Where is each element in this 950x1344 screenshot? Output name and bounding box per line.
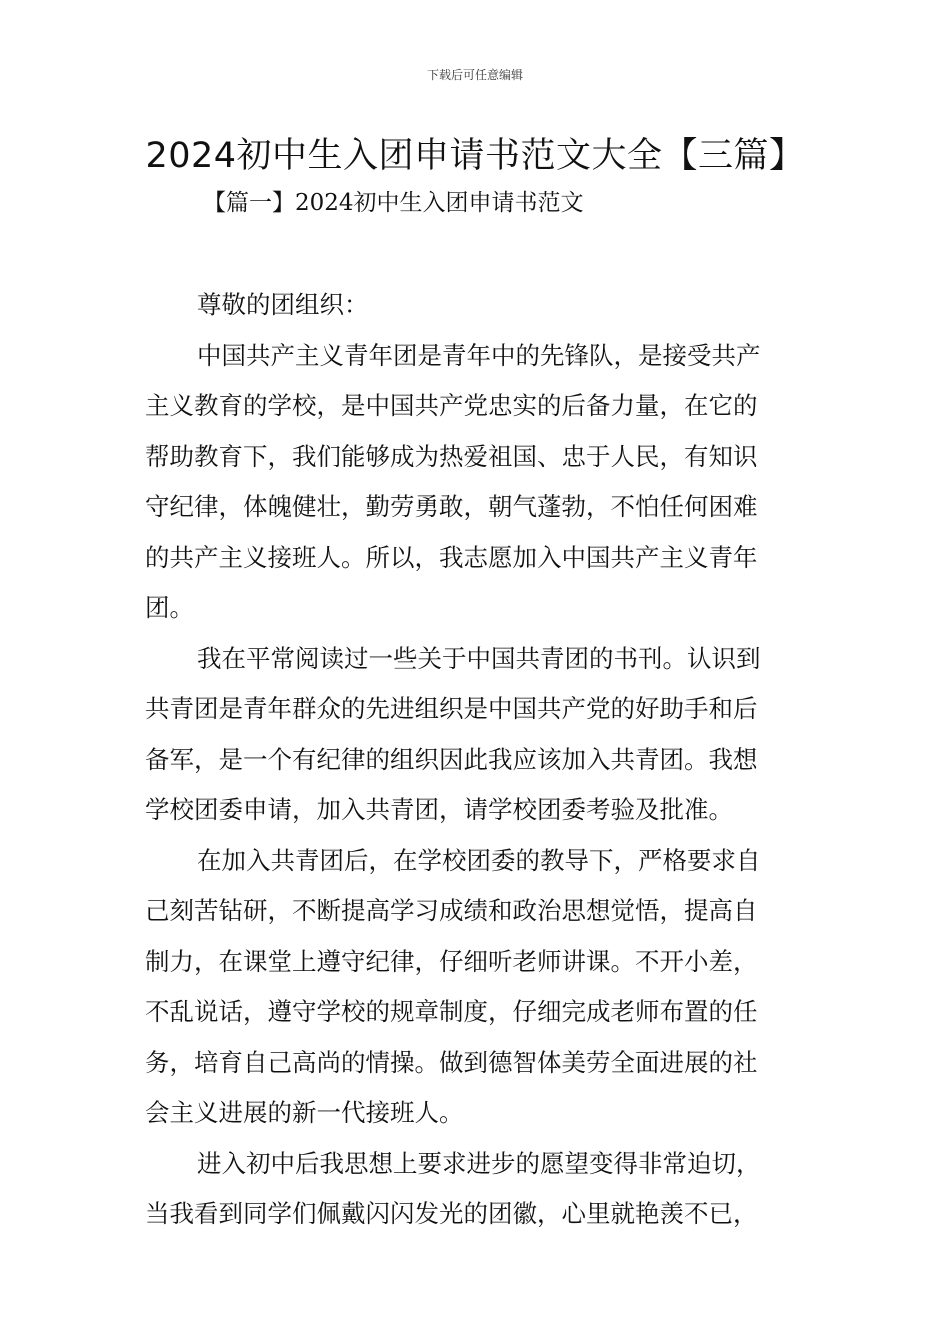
paragraph-line: 中国共产主义青年团是青年中的先锋队，是接受共产 — [197, 340, 761, 370]
paragraph-line: 团。 — [145, 593, 194, 622]
paragraph-2 — [145, 634, 813, 836]
paragraph-3 — [145, 836, 813, 1139]
paragraph-line: 会主义进展的新一代接班人。 — [145, 1098, 464, 1127]
paragraph-line: 我在平常阅读过一些关于中国共青团的书刊。认识到 — [197, 643, 761, 673]
letter-body — [145, 280, 813, 1240]
paragraph-line: 己刻苦钻研，不断提高学习成绩和政治思想觉悟，提高自 — [145, 896, 758, 925]
paragraph-4 — [145, 1139, 813, 1240]
paragraph-line: 制力，在课堂上遵守纪律，仔细听老师讲课。不开小差， — [145, 946, 758, 976]
paragraph-line: 备军，是一个有纪律的组织因此我应该加入共青团。我想 — [145, 744, 758, 774]
document-title: 2024初中生入团申请书范文大全【三篇】 — [145, 136, 805, 176]
paragraph-1 — [145, 331, 813, 634]
paragraph-line: 在加入共青团后，在学校团委的教导下，严格要求自 — [197, 845, 761, 875]
paragraph-line: 务，培育自己高尚的情操。做到德智体美劳全面进展的社 — [145, 1047, 758, 1077]
paragraph-line: 守纪律，体魄健壮，勤劳勇敢，朝气蓬勃，不怕任何困难 — [145, 492, 758, 521]
paragraph-line: 学校团委申请，加入共青团，请学校团委考验及批准。 — [145, 795, 733, 824]
header-note: 下载后可任意编辑 — [426, 68, 523, 82]
paragraph-line: 的共产主义接班人。所以，我志愿加入中国共产主义青年 — [145, 542, 758, 572]
paragraph-line: 帮助教育下，我们能够成为热爱祖国、忠于人民，有知识 — [145, 441, 758, 471]
paragraph-line: 进入初中后我思想上要求进步的愿望变得非常迫切， — [197, 1148, 761, 1178]
salutation: 尊敬的团组织： — [197, 290, 369, 319]
section-heading: 【篇一】2024初中生入团申请书范文 — [203, 190, 584, 216]
paragraph-line: 不乱说话，遵守学校的规章制度，仔细完成老师布置的任 — [145, 997, 758, 1026]
paragraph-line: 当我看到同学们佩戴闪闪发光的团徽，心里就艳羡不已， — [145, 1199, 758, 1228]
paragraph-line: 主义教育的学校，是中国共产党忠实的后备力量，在它的 — [145, 391, 758, 420]
paragraph-line: 共青团是青年群众的先进组织是中国共产党的好助手和后 — [145, 694, 758, 723]
